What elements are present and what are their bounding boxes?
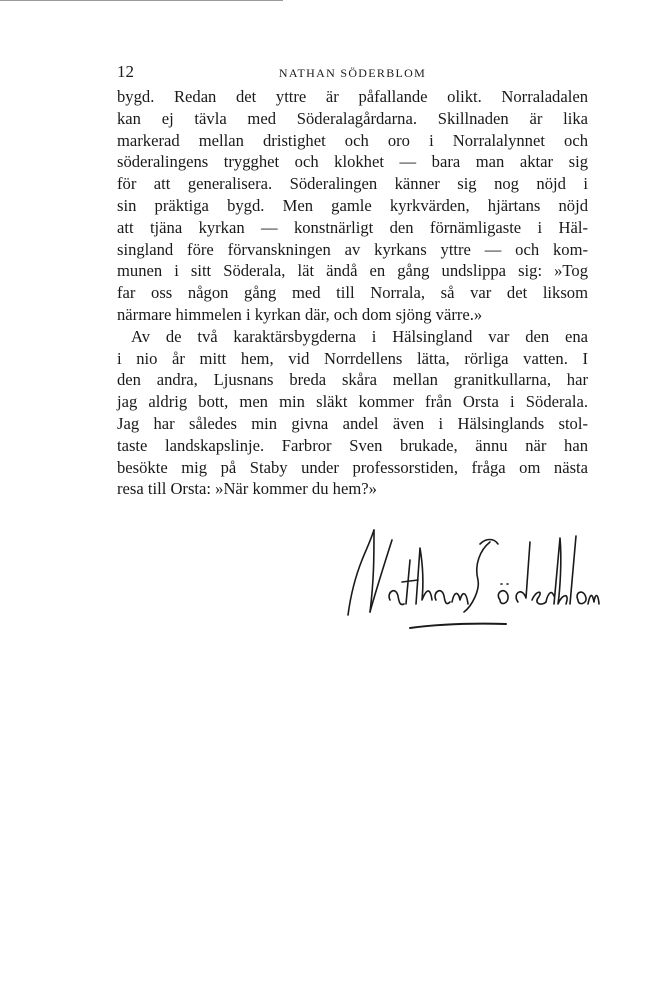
paragraph-1 [117, 86, 588, 326]
text-line: närmare himmelen i kyrkan där, och dom sjöng värre.» [117, 304, 483, 324]
page-header [117, 62, 588, 84]
text-line: att tjäna kyrkan — konstnärligt den förnämligaste i Häl- [117, 217, 588, 237]
body-text [117, 86, 588, 500]
signature-drawing [340, 520, 600, 640]
top-rule [0, 0, 283, 1]
paragraph-2 [117, 326, 588, 500]
text-line: söderalingens trygghet och klokhet — bara man aktar sig [117, 152, 588, 172]
text-line: sin präktiga bygd. Men gamle kyrkvärden, hjärtans nöjd [117, 195, 588, 215]
text-line: den andra, Ljusnans breda skåra mellan granitkullarna, har [117, 370, 588, 390]
text-line: för att generalisera. Söderalingen känner sig nog nöjd i [117, 174, 588, 194]
running-title: NATHAN SÖDERBLOM [278, 66, 427, 80]
text-line: Jag har således min givna andel även i Hälsinglands stol- [117, 413, 588, 433]
text-line: Av de två karaktärsbygderna i Hälsingland var den ena [131, 326, 588, 346]
text-line: markerad mellan dristighet och oro i Norralalynnet och [117, 130, 588, 150]
handwritten-signature [340, 520, 600, 640]
text-line: i nio år mitt hem, vid Norrdellens lätta, rörliga vatten. I [117, 348, 588, 368]
text-line: resa till Orsta: »När kommer du hem?» [117, 479, 377, 499]
text-line: bygd. Redan det yttre är påfallande olikt. Norraladalen [117, 87, 588, 106]
text-line: singland före förvanskningen av kyrkans yttre — och kom- [117, 239, 588, 259]
text-line: besökte mig på Staby under professorstiden, fråga om nästa [117, 457, 588, 477]
text-line: munen i sitt Söderala, lät ändå en gång undslippa sig: »Tog [117, 261, 588, 281]
text-line: kan ej tävla med Söderalagårdarna. Skillnaden är lika [117, 108, 588, 128]
text-line: jag aldrig bott, men min släkt kommer från Orsta i Söderala. [117, 392, 588, 412]
text-line: far oss någon gång med till Norrala, så var det liksom [117, 283, 588, 303]
page-number: 12 [117, 62, 134, 81]
text-line: taste landskapslinje. Farbror Sven brukade, ännu när han [117, 435, 588, 455]
